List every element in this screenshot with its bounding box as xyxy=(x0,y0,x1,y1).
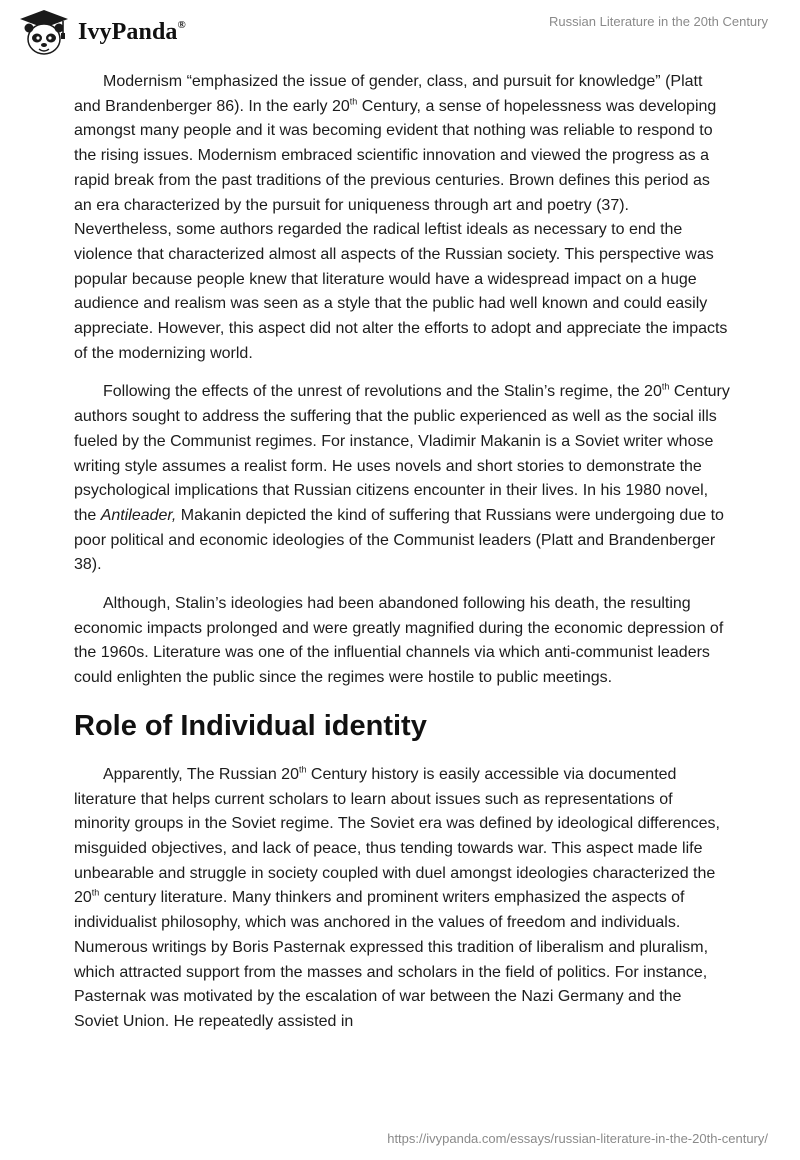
italic-text: Antileader, xyxy=(100,506,177,524)
paragraph-text: century literature. Many thinkers and prominent writers emphasized the aspects of individualist philosophy, which was anchored in the values of freedom and individuals. Numerous writings by Boris Pasternak expressed this tradition of liberalism and pluralism, which attracted support from the masses and scholars in the field of politics. For instance, Pasternak was motivated by the escalation of war between the Nazi Germany and the Soviet Union. He repeatedly assisted in xyxy=(74,889,709,1030)
paragraph-text: Century history is easily accessible via documented literature that helps current scholars to learn about issues such as representations of minority groups in the Soviet regime. The Soviet era was defined by ideological differences, misguided objectives, and lack of peace, thus tending towards war. This aspect made life unbearable and struggle in society coupled with duel amongst ideologies characterized the 20 xyxy=(74,765,720,907)
superscript-text: th xyxy=(661,382,670,393)
paragraph-text: Apparently, The Russian 20 xyxy=(103,765,299,783)
paragraph xyxy=(74,763,730,1035)
superscript-text: th xyxy=(298,764,307,775)
paragraph-text: Although, Stalin’s ideologies had been abandoned following his death, the resulting economic impacts prolonged and were greatly magnified during the economic depression of the 1960s. Literature was one of the influential channels via which anti-communist leaders could enlighten the public since the regimes were hostile to public meetings. xyxy=(74,595,724,687)
ivypanda-logo[interactable] xyxy=(16,8,186,56)
panda-graduate-icon xyxy=(16,8,72,56)
document-title: Russian Literature in the 20th Century xyxy=(549,14,768,29)
paragraph-text: Modernism “emphasized the issue of gender, class, and pursuit for knowledge” (Platt and Brandenberger 86). In the early 20 xyxy=(74,73,703,115)
paragraph xyxy=(74,380,730,578)
source-url[interactable]: https://ivypanda.com/essays/russian-literature-in-the-20th-century/ xyxy=(387,1131,768,1146)
brand-name: IvyPanda® xyxy=(78,18,186,45)
essay-body xyxy=(74,70,730,1049)
paragraph-text: Makanin depicted the kind of suffering that Russians were undergoing due to poor political and economic ideologies of the Communist leaders (Platt and Brandenberger 38). xyxy=(74,506,724,574)
paragraph xyxy=(74,70,730,366)
superscript-text: th xyxy=(349,96,358,107)
paragraph-text: Following the effects of the unrest of revolutions and the Stalin’s regime, the 20 xyxy=(103,383,662,401)
paragraph xyxy=(74,592,730,691)
page-header xyxy=(0,0,800,62)
section-heading: Role of Individual identity xyxy=(74,709,427,742)
superscript-text: th xyxy=(91,888,100,899)
intro-paragraphs xyxy=(74,70,730,691)
paragraph-text: Century, a sense of hopelessness was developing amongst many people and it was becoming evident that nothing was reliable to respond to the rising issues. Modernism embraced scientific innovation and viewed the progress as a rapid break from the past traditions of the previous centuries. Brown defines this period as an era characterized by the pursuit for uniqueness through art and poetry (37). Nevertheless, some authors regarded the radical leftist ideals as necessary to end the violence that characterized almost all aspects of the Russian society. This perspective was popular because people knew that literature would have a widespread impact on a huge audience and realism was seen as a style that the public had well known and could easily appreciate. However, this aspect did not alter the efforts to adopt and appreciate the impacts of the modernizing world. xyxy=(74,97,728,362)
paragraph-text: Century authors sought to address the suffering that the public experienced as well as the social ills fueled by the Communist regimes. For instance, Vladimir Makanin is a Soviet writer whose writing style assumes a realist form. He uses novels and short stories to demonstrate the psychological implications that Russian citizens encounter in their lives. In his 1980 novel, the xyxy=(74,383,730,524)
section-paragraphs xyxy=(74,763,730,1035)
